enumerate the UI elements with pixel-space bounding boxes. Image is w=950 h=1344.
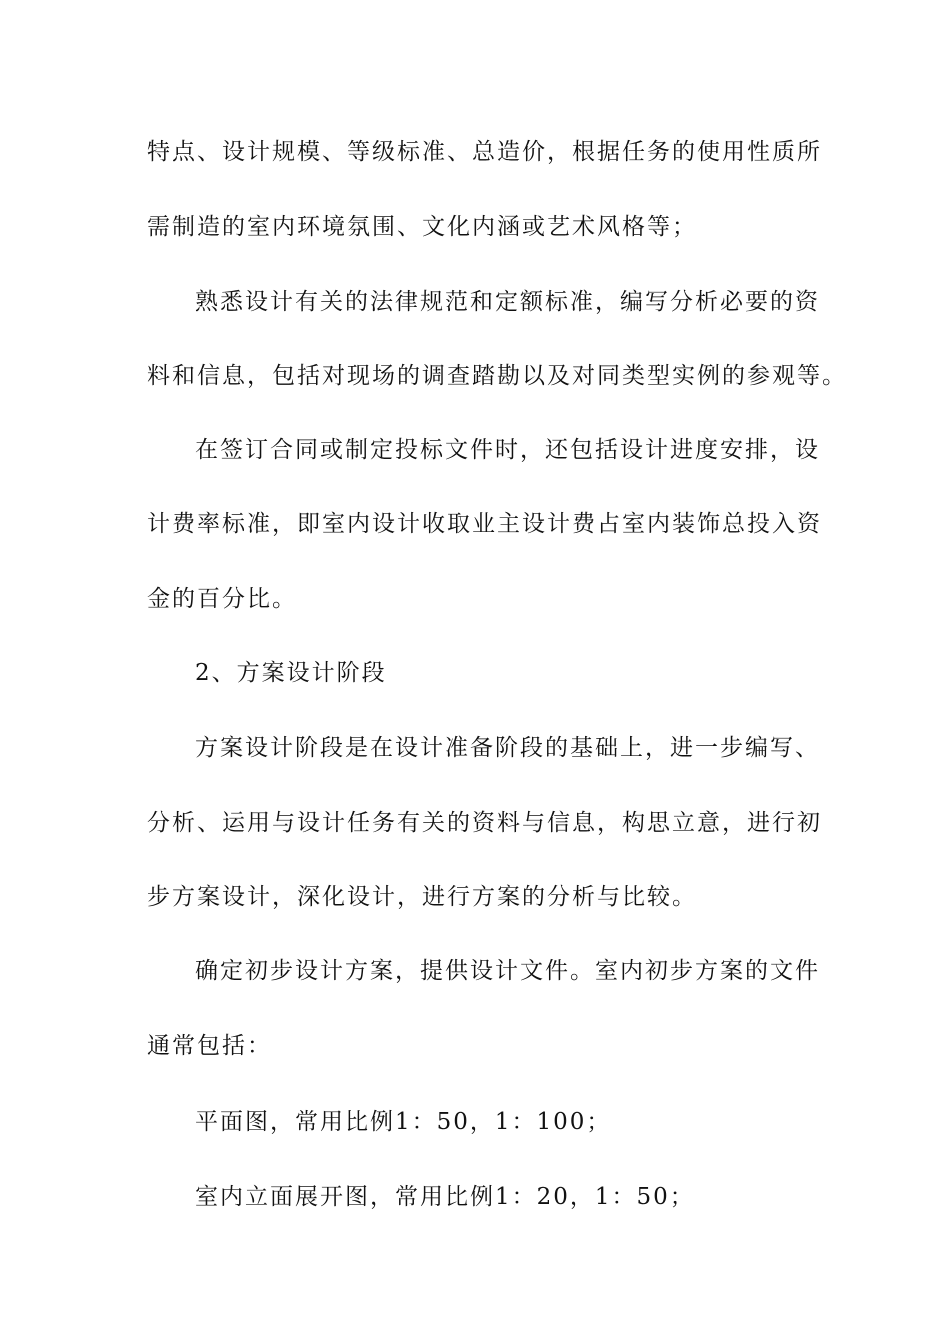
- text-line: 需制造的室内环境氛围、文化内涵或艺术风格等；: [147, 214, 697, 240]
- text-line: 分析、运用与设计任务有关的资料与信息，构思立意，进行初: [147, 810, 822, 836]
- text-line: 熟悉设计有关的法律规范和定额标准，编写分析必要的资: [195, 289, 820, 315]
- text-line: 金的百分比。: [147, 586, 297, 612]
- text-line: 步方案设计，深化设计，进行方案的分析与比较。: [147, 884, 697, 910]
- text-line: 确定初步设计方案，提供设计文件。室内初步方案的文件: [195, 958, 820, 984]
- text-line: 室内立面展开图，常用比例1：20，1：50；: [195, 1184, 695, 1210]
- text-line: 特点、设计规模、等级标准、总造价，根据任务的使用性质所: [147, 139, 822, 165]
- text-line: 通常包括：: [147, 1033, 272, 1059]
- text-line: 料和信息，包括对现场的调查踏勘以及对同类型实例的参观等。: [147, 363, 847, 389]
- text-line: 在签订合同或制定投标文件时，还包括设计进度安排，设: [195, 437, 820, 463]
- text-line: 平面图，常用比例1：50，1：100；: [195, 1109, 612, 1135]
- text-line: 计费率标准，即室内设计收取业主设计费占室内装饰总投入资: [147, 511, 822, 537]
- text-line: 方案设计阶段是在设计准备阶段的基础上，进一步编写、: [195, 735, 820, 761]
- section-heading: 2、方案设计阶段: [195, 660, 387, 686]
